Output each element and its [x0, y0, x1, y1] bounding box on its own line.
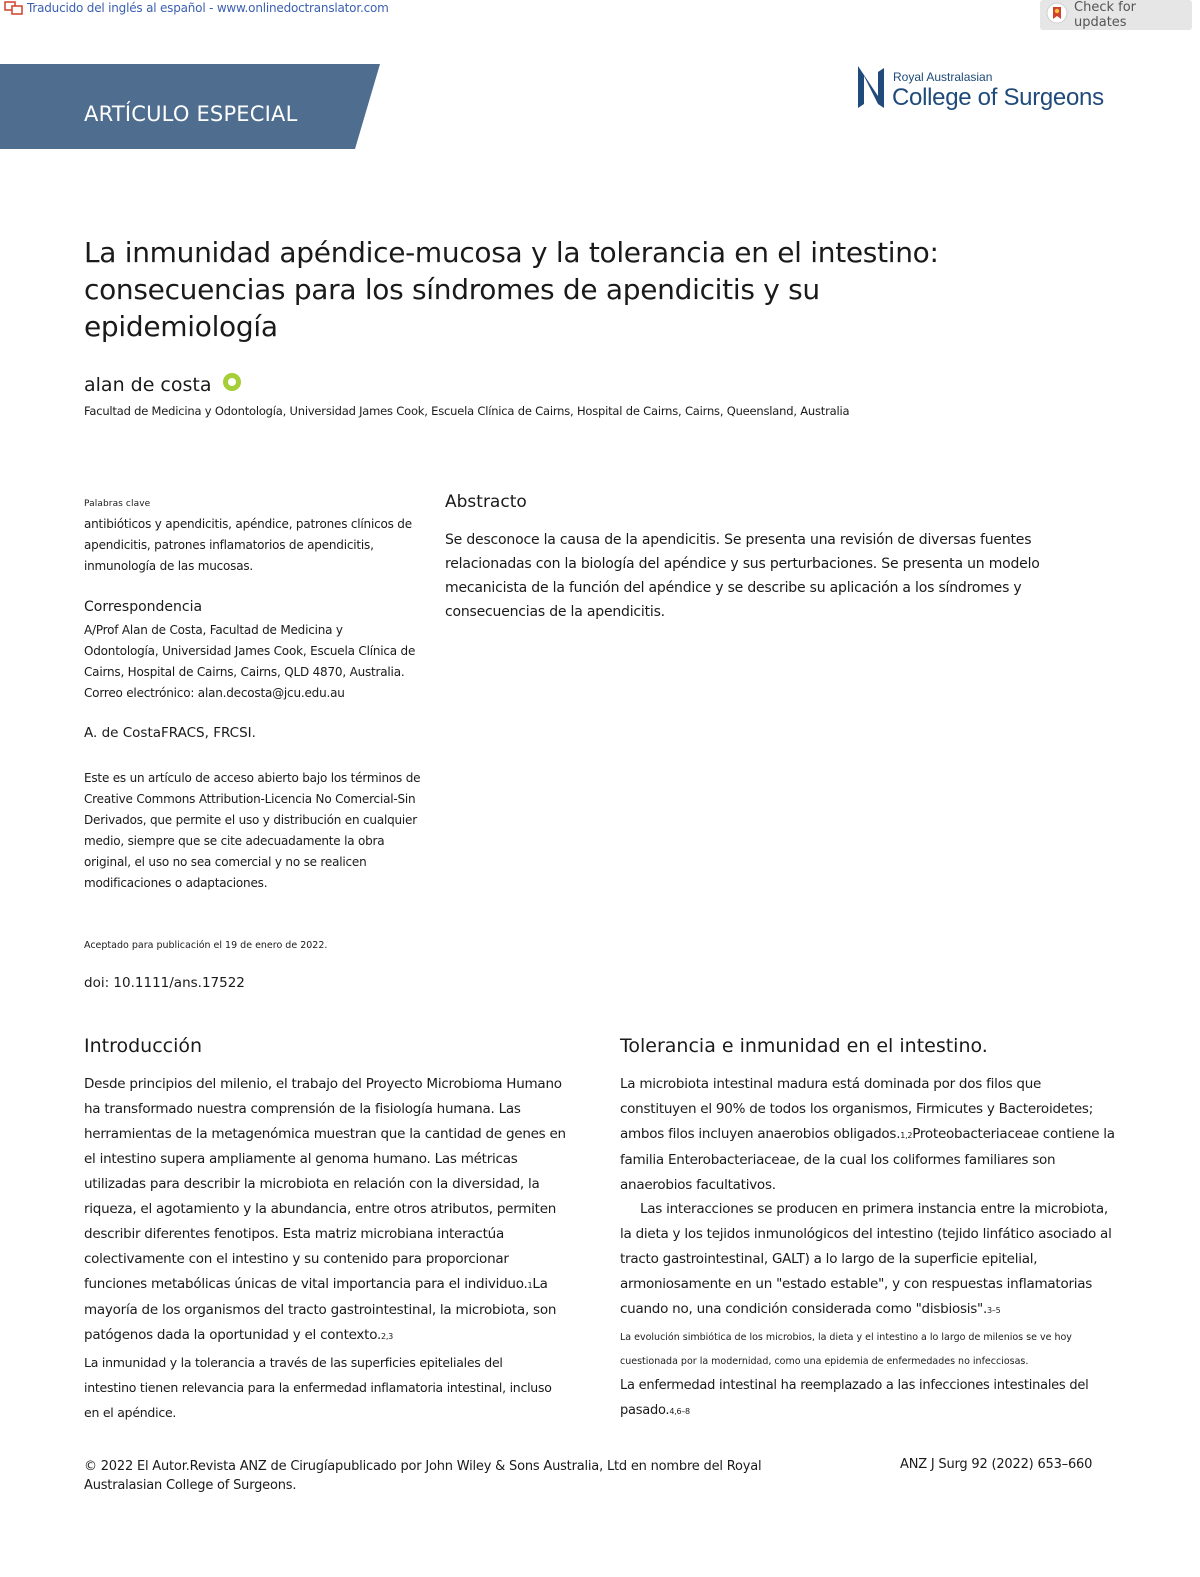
- correspondence-email[interactable]: Correo electrónico: alan.decosta@jcu.edu.au: [84, 686, 345, 700]
- author-name: alan de costa: [84, 373, 212, 396]
- introduction-paragraph: La inmunidad y la tolerancia a través de las superficies epiteliales del intestino tienen relevancia para la enfermedad inflamatoria intestinal, incluso en el apéndice.: [84, 1355, 552, 1420]
- article-title: [84, 234, 964, 345]
- citation-ref[interactable]: 1,2: [900, 1131, 913, 1140]
- copyright-footer: © 2022 El Autor.Revista ANZ de Cirugíapublicado por John Wiley & Sons Australia, Ltd en nombre del Royal Australasian College of Surgeons.: [84, 1459, 762, 1493]
- correspondence-text: [84, 620, 424, 704]
- title-line: La inmunidad apéndice-mucosa y la tolerancia en el intestino:: [84, 236, 939, 269]
- introduction-paragraph: [84, 1072, 574, 1349]
- translator-notice[interactable]: [4, 1, 389, 15]
- tolerance-paragraph: [620, 1197, 1120, 1323]
- accepted-date: Aceptado para publicación el 19 de enero de 2022.: [84, 940, 328, 951]
- title-line: epidemiología: [84, 310, 278, 343]
- correspondence-line: Cairns, Hospital de Cairns, Cairns, QLD 4870, Australia.: [84, 665, 405, 679]
- correspondence-line: Odontología, Universidad James Cook, Escuela Clínica de: [84, 644, 416, 658]
- paragraph-text: La mayoría de los organismos del tracto gastrointestinal, la microbiota, son patógenos dada la oportunidad y el contexto.: [84, 1276, 557, 1343]
- check-updates-label: Check for updates: [1074, 0, 1136, 30]
- journal-citation: ANZ J Surg 92 (2022) 653–660: [900, 1457, 1093, 1472]
- citation-ref[interactable]: 3–5: [987, 1306, 1001, 1315]
- translate-icon: [4, 1, 24, 15]
- citation-ref[interactable]: 2,3: [381, 1332, 394, 1341]
- check-for-updates-button[interactable]: [1040, 0, 1192, 30]
- tolerance-paragraph: [620, 1373, 1120, 1424]
- paragraph-text: Las interacciones se producen en primera instancia entre la microbiota, la dieta y los tejidos inmunológicos del intestino (tejido linfático asociado al tracto gastrointestinal, GALT) a lo largo de la superficie epitelial, armoniosamente en un "estado estable", y con respuestas inflamatorias cuando no, una condición considerada como "disbiosis".: [620, 1201, 1112, 1317]
- update-badge-icon: [1046, 2, 1068, 28]
- author-affiliation: Facultad de Medicina y Odontología, Universidad James Cook, Escuela Clínica de Cairns, Hospital de Cairns, Cairns, Queensland, Australia: [84, 404, 850, 418]
- correspondence-label: Correspondencia: [84, 599, 203, 615]
- tolerance-heading: Tolerancia e inmunidad en el intestino.: [620, 1035, 988, 1057]
- paragraph-text: Desde principios del milenio, el trabajo del Proyecto Microbioma Humano ha transformado nuestra comprensión de la fisiología humana. Las herramientas de la metagenómica muestran que la cantidad de genes en el intestino supera ampliamente al genoma humano. Las métricas utilizadas para describir la microbiota en relación con la diversidad, la riqueza, el agotamiento y la abundancia, entre otros atributos, permiten describir diferentes fenotipos. Esta matriz microbiana interactúa colectivamente con el intestino y su contenido para proporcionar funciones metabólicas únicas de vital importancia para el individuo.: [84, 1076, 566, 1292]
- abstract-heading: Abstracto: [445, 492, 527, 512]
- keywords-label: Palabras clave: [84, 499, 151, 509]
- tolerance-paragraph: [620, 1072, 1120, 1198]
- author-line: [84, 372, 242, 397]
- citation-ref[interactable]: 4,6–8: [669, 1407, 690, 1416]
- citation-ref[interactable]: 1: [527, 1281, 533, 1290]
- logo-title: College of Surgeons: [892, 84, 1104, 111]
- abstract-text: Se desconoce la causa de la apendicitis. Se presenta una revisión de diversas fuentes relacionadas con la biología del apéndice y sus perturbaciones. Se presenta un modelo mecanicista de la función del apéndice y se describe su aplicación a los síndromes y consecuencias de la apendicitis.: [445, 532, 1040, 620]
- license-text: Este es un artículo de acceso abierto bajo los términos de Creative Commons Attribution-Licencia No Comercial-Sin Derivados, que permite el uso y distribución en cualquier medio, siempre que se cite adecuadamente la obra original, el uso no sea comercial y no se realicen modificaciones o adaptaciones.: [84, 771, 421, 890]
- tolerance-paragraph: La evolución simbiótica de los microbios, la dieta y el intestino a lo largo de milenios se ve hoy cuestionada por la modernidad, como una epidemia de enfermedades no infecciosas.: [620, 1332, 1072, 1367]
- orcid-icon[interactable]: [222, 372, 242, 397]
- correspondence-line: A/Prof Alan de Costa, Facultad de Medicina y: [84, 623, 343, 637]
- doi-link[interactable]: doi: 10.1111/ans.17522: [84, 975, 245, 991]
- logo-subtitle: Royal Australasian: [893, 70, 993, 84]
- author-degrees: A. de CostaFRACS, FRCSI.: [84, 725, 256, 741]
- keywords-text: antibióticos y apendicitis, apéndice, patrones clínicos de apendicitis, patrones inflamatorios de apendicitis, inmunología de las mucosas.: [84, 517, 412, 573]
- paragraph-text: La microbiota intestinal madura está dominada por dos filos que constituyen el 90% de todos los organismos, Firmicutes y Bacteroidetes; ambos filos incluyen anaerobios obligados.: [620, 1076, 1093, 1142]
- introduction-heading: Introducción: [84, 1035, 203, 1057]
- paragraph-text: La enfermedad intestinal ha reemplazado a las infecciones intestinales del pasado.: [620, 1378, 1089, 1418]
- paragraph-text: Proteobacteriaceae contiene la familia Enterobacteriaceae, de la cual los coliformes familiares son anaerobios facultativos.: [620, 1126, 1115, 1193]
- article-type-label: ARTÍCULO ESPECIAL: [84, 102, 298, 126]
- college-logo-icon: [852, 64, 888, 112]
- translator-text: Traducido del inglés al español - www.onlinedoctranslator.com: [27, 1, 389, 15]
- title-line: consecuencias para los síndromes de apendicitis y su: [84, 273, 820, 306]
